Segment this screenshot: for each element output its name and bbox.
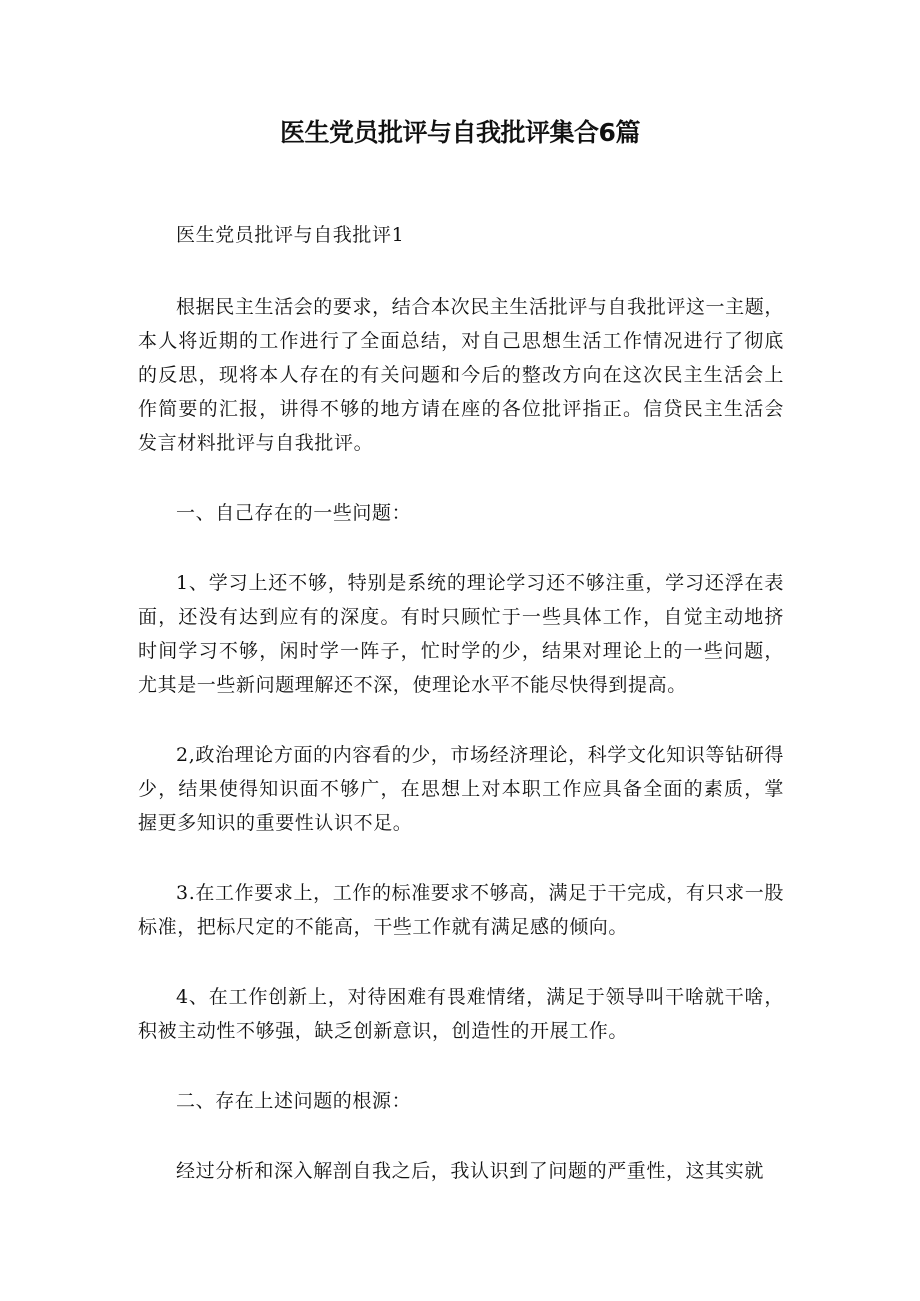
document-body bbox=[138, 218, 784, 1224]
paragraph-problem-1: 1、学习上还不够，特别是系统的理论学习还不够注重，学习还浮在表面，还没有达到应有的深度。有时只顾忙于一些具体工作，自觉主动地挤时间学习不够，闲时学一阵子，忙时学的少，结果对理论上的一些问题，尤其是一些新问题理解还不深，使理论水平不能尽快得到提高。 bbox=[138, 572, 784, 696]
paragraph-problem-2: 2,政治理论方面的内容看的少，市场经济理论，科学文化知识等钻研得少，结果使得知识面不够广，在思想上对本职工作应具备全面的素质，掌握更多知识的重要性认识不足。 bbox=[138, 744, 784, 834]
paragraph-problem-3: 3.在工作要求上，工作的标准要求不够高，满足于干完成，有只求一股标准，把标尺定的不能高，干些工作就有满足感的倾向。 bbox=[138, 882, 784, 938]
paragraph-problem-4: 4、在工作创新上，对待困难有畏难情绪，满足于领导叫干啥就干啥，积被主动性不够强，缺乏创新意识，创造性的开展工作。 bbox=[138, 986, 784, 1042]
document-title: 医生党员批评与自我批评集合6篇 bbox=[280, 118, 640, 147]
heading-problems: 一、自己存在的一些问题： bbox=[176, 502, 412, 524]
section-subtitle: 医生党员批评与自我批评1 bbox=[176, 224, 405, 246]
heading-root-causes: 二、存在上述问题的根源： bbox=[176, 1090, 412, 1112]
paragraph-analysis: 经过分析和深入解剖自我之后，我认识到了问题的严重性，这其实就 bbox=[176, 1160, 765, 1182]
paragraph-intro: 根据民主生活会的要求，结合本次民主生活批评与自我批评这一主题，本人将近期的工作进行了全面总结，对自己思想生活工作情况进行了彻底的反思，现将本人存在的有关问题和今后的整改方向在这次民主生活会上作简要的汇报，讲得不够的地方请在座的各位批评指正。信贷民主生活会发言材料批评与自我批评。 bbox=[138, 296, 784, 454]
